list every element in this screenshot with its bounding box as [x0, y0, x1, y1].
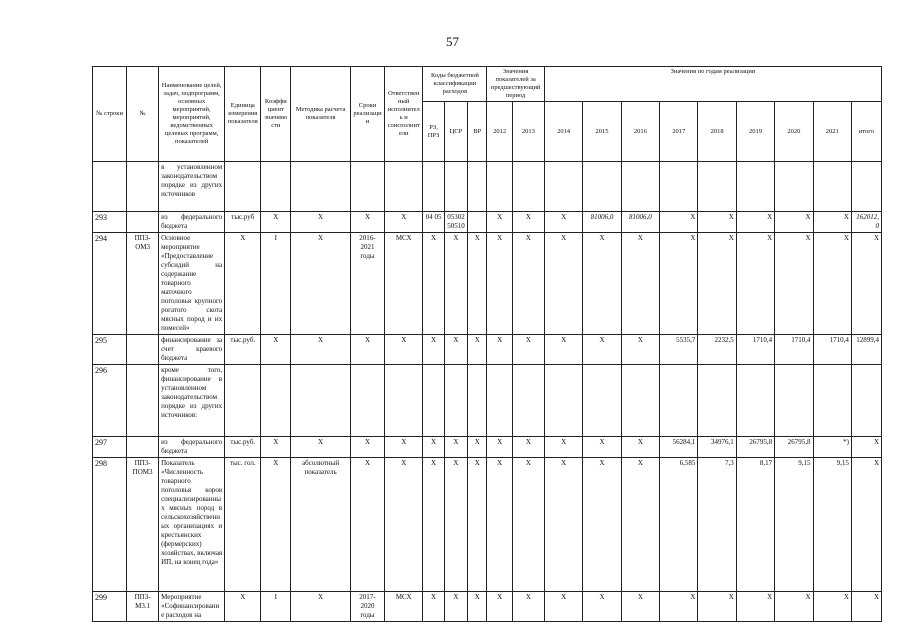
cell-no [127, 335, 159, 365]
cell-row: 297 [93, 437, 127, 458]
cell-csr [444, 162, 467, 212]
cell-y2021: 1710,4 [813, 335, 851, 365]
cell-y2015: 81006,0 [583, 212, 621, 233]
cell-name: из федерального бюджета [159, 437, 225, 458]
cell-resp: X [385, 212, 423, 233]
header-total: итого [851, 102, 881, 162]
cell-y2017: 6,585 [660, 458, 698, 592]
cell-total: X [851, 233, 881, 335]
cell-method: X [291, 212, 351, 233]
cell-no [127, 212, 159, 233]
cell-y2020 [775, 365, 813, 437]
cell-method: X [291, 233, 351, 335]
cell-name: Показатель «Численность товарного поголовья коров специализированных мясных пород в сельскохозяйственных организациях и крестьянских (фермерских) хозяйствах, включая ИП, на конец года» [159, 458, 225, 592]
cell-vr [468, 212, 487, 233]
cell-y2012 [487, 162, 513, 212]
cell-resp: X [385, 335, 423, 365]
cell-row: 295 [93, 335, 127, 365]
cell-total [851, 162, 881, 212]
cell-y2016: X [621, 437, 659, 458]
cell-rz [423, 365, 444, 437]
cell-y2012: X [487, 437, 513, 458]
cell-unit [225, 162, 261, 212]
cell-method: X [291, 437, 351, 458]
header-2012: 2012 [487, 102, 513, 162]
cell-csr: X [444, 233, 467, 335]
cell-rz: X [423, 592, 444, 622]
cell-y2018: 34976,1 [698, 437, 736, 458]
cell-coef: X [261, 437, 291, 458]
table-row [93, 335, 882, 365]
cell-period: X [350, 212, 384, 233]
cell-period: X [350, 335, 384, 365]
cell-y2017: 56284,1 [660, 437, 698, 458]
cell-y2016: X [621, 335, 659, 365]
header-2013: 2013 [512, 102, 544, 162]
cell-y2015: X [583, 233, 621, 335]
cell-y2014: X [544, 437, 582, 458]
cell-y2017 [660, 162, 698, 212]
cell-y2012: X [487, 592, 513, 622]
cell-period: 2017-2020 годы [350, 592, 384, 622]
header-2017: 2017 [660, 102, 698, 162]
cell-unit: тыс. гол. [225, 458, 261, 592]
cell-name: кроме того, финансирование в установленном законодательством порядке из других источников: [159, 365, 225, 437]
cell-y2021 [813, 162, 851, 212]
cell-vr [468, 365, 487, 437]
cell-y2015 [583, 365, 621, 437]
cell-name: из федерального бюджета [159, 212, 225, 233]
cell-coef: X [261, 335, 291, 365]
cell-vr: X [468, 335, 487, 365]
cell-rz [423, 162, 444, 212]
cell-row: 298 [93, 458, 127, 592]
cell-y2017: X [660, 592, 698, 622]
header-by-years: Значения по годам реализации [544, 67, 881, 102]
cell-csr: X [444, 592, 467, 622]
cell-period [350, 365, 384, 437]
cell-vr: X [468, 233, 487, 335]
header-method: Методика расчета показателя [291, 67, 351, 162]
table-row [93, 458, 882, 592]
cell-y2015: X [583, 437, 621, 458]
cell-unit: тыс.руб. [225, 335, 261, 365]
cell-y2013 [512, 162, 544, 212]
cell-resp: МСХ [385, 592, 423, 622]
cell-y2021: *) [813, 437, 851, 458]
header-2020: 2020 [775, 102, 813, 162]
table-body [93, 162, 882, 622]
cell-total: X [851, 592, 881, 622]
cell-rz: X [423, 335, 444, 365]
cell-total: 12899,4 [851, 335, 881, 365]
cell-y2012: X [487, 233, 513, 335]
cell-y2019: 1710,4 [736, 335, 774, 365]
cell-y2019 [736, 162, 774, 212]
cell-no [127, 437, 159, 458]
cell-unit: X [225, 592, 261, 622]
cell-period: 2016-2021 годы [350, 233, 384, 335]
cell-coef: X [261, 458, 291, 592]
cell-resp: X [385, 458, 423, 592]
header-codes: Коды бюджетной классификации расходов [423, 67, 487, 102]
cell-period: X [350, 437, 384, 458]
cell-y2017 [660, 365, 698, 437]
cell-total [851, 365, 881, 437]
header-unit: Единица измерения показателя [225, 67, 261, 162]
header-rz: РЗ, ПРЗ [423, 102, 444, 162]
cell-y2014: X [544, 233, 582, 335]
header-2019: 2019 [736, 102, 774, 162]
cell-unit [225, 365, 261, 437]
cell-y2015: X [583, 335, 621, 365]
cell-resp [385, 365, 423, 437]
cell-row: 299 [93, 592, 127, 622]
cell-unit: тыс.руб. [225, 437, 261, 458]
cell-y2014 [544, 365, 582, 437]
cell-no: ПП3-ОМ3 [127, 233, 159, 335]
cell-y2014: X [544, 458, 582, 592]
cell-vr: X [468, 592, 487, 622]
cell-y2020: X [775, 212, 813, 233]
cell-y2017: X [660, 233, 698, 335]
cell-no [127, 365, 159, 437]
cell-no: ПП3-М3.1 [127, 592, 159, 622]
cell-vr: X [468, 437, 487, 458]
header-2021: 2021 [813, 102, 851, 162]
cell-csr: X [444, 458, 467, 592]
cell-y2019: 8,17 [736, 458, 774, 592]
cell-y2020 [775, 162, 813, 212]
cell-row: 294 [93, 233, 127, 335]
cell-y2020: 26795,8 [775, 437, 813, 458]
table-row [93, 212, 882, 233]
cell-y2013: X [512, 592, 544, 622]
cell-coef: I [261, 592, 291, 622]
cell-y2017: X [660, 212, 698, 233]
cell-y2020: 9,15 [775, 458, 813, 592]
header-row-no: № строки [93, 67, 127, 162]
cell-y2015: X [583, 458, 621, 592]
header-no: № [127, 67, 159, 162]
table-row [93, 233, 882, 335]
cell-y2016 [621, 365, 659, 437]
header-2015: 2015 [583, 102, 621, 162]
cell-y2020: X [775, 592, 813, 622]
cell-method: X [291, 335, 351, 365]
cell-vr: X [468, 458, 487, 592]
cell-total: 162012,0 [851, 212, 881, 233]
cell-name: Основное мероприятие «Предоставление субсидий на содержание товарного маточного поголовья крупного рогатого скота мясных пород и их помесей» [159, 233, 225, 335]
cell-y2016: 81006,0 [621, 212, 659, 233]
table-row [93, 592, 882, 622]
cell-y2013: X [512, 437, 544, 458]
cell-rz: X [423, 458, 444, 592]
table-row [93, 365, 882, 437]
cell-row: 293 [93, 212, 127, 233]
cell-vr [468, 162, 487, 212]
cell-resp: X [385, 437, 423, 458]
cell-y2021: 9,15 [813, 458, 851, 592]
cell-coef: I [261, 233, 291, 335]
header-2014: 2014 [544, 102, 582, 162]
cell-y2018 [698, 365, 736, 437]
cell-csr [444, 365, 467, 437]
cell-y2014: X [544, 592, 582, 622]
cell-y2014 [544, 162, 582, 212]
cell-unit: X [225, 233, 261, 335]
cell-y2020: 1710,4 [775, 335, 813, 365]
cell-method [291, 162, 351, 212]
cell-rz: X [423, 233, 444, 335]
cell-coef: X [261, 212, 291, 233]
cell-period [350, 162, 384, 212]
cell-method [291, 365, 351, 437]
cell-no: ПП3-ПОМ3 [127, 458, 159, 592]
cell-csr: X [444, 437, 467, 458]
header-2016: 2016 [621, 102, 659, 162]
cell-rz: X [423, 437, 444, 458]
cell-y2012: X [487, 458, 513, 592]
cell-y2012: X [487, 212, 513, 233]
cell-y2018: X [698, 233, 736, 335]
cell-y2021: X [813, 233, 851, 335]
header-csr: ЦСР [444, 102, 467, 162]
cell-y2015: X [583, 592, 621, 622]
header-vr: ВР [468, 102, 487, 162]
cell-y2015 [583, 162, 621, 212]
cell-y2020: X [775, 233, 813, 335]
header-name: Наименование целей, задач, подпрограмм, основных мероприятий, мероприятий, ведомственных целевых программ, показателей [159, 67, 225, 162]
cell-y2013: X [512, 335, 544, 365]
cell-y2014: X [544, 212, 582, 233]
cell-y2017: 5535,7 [660, 335, 698, 365]
cell-name: финансирование за счет краевого бюджета [159, 335, 225, 365]
cell-y2019: X [736, 212, 774, 233]
cell-y2013: X [512, 212, 544, 233]
cell-y2016: X [621, 592, 659, 622]
cell-y2013: X [512, 233, 544, 335]
page-number: 57 [446, 34, 459, 49]
cell-coef [261, 162, 291, 212]
cell-row: 296 [93, 365, 127, 437]
cell-y2016: X [621, 233, 659, 335]
cell-y2018 [698, 162, 736, 212]
cell-y2019: 26795,8 [736, 437, 774, 458]
cell-total: X [851, 437, 881, 458]
cell-name: в установленном законодательством порядке из других источников [159, 162, 225, 212]
cell-y2012 [487, 365, 513, 437]
cell-y2019 [736, 365, 774, 437]
table-row [93, 437, 882, 458]
cell-y2012: X [487, 335, 513, 365]
cell-y2021: X [813, 592, 851, 622]
cell-y2019: X [736, 233, 774, 335]
cell-method: абсолютный показатель [291, 458, 351, 592]
cell-y2021 [813, 365, 851, 437]
cell-y2014: X [544, 335, 582, 365]
cell-total: X [851, 458, 881, 592]
cell-y2016 [621, 162, 659, 212]
cell-resp [385, 162, 423, 212]
cell-no [127, 162, 159, 212]
header-period: Сроки реализации [350, 67, 384, 162]
header-resp: Ответственный исполнитель и соисполнители [385, 67, 423, 162]
cell-csr: 05302 50510 [444, 212, 467, 233]
program-indicators-table [92, 66, 882, 622]
cell-y2018: 2232,5 [698, 335, 736, 365]
cell-coef [261, 365, 291, 437]
cell-rz: 04 05 [423, 212, 444, 233]
cell-method: X [291, 592, 351, 622]
cell-unit: тыс.руб [225, 212, 261, 233]
cell-y2018: 7,3 [698, 458, 736, 592]
cell-csr: X [444, 335, 467, 365]
cell-y2013 [512, 365, 544, 437]
cell-y2016: X [621, 458, 659, 592]
table-row [93, 162, 882, 212]
cell-y2021: X [813, 212, 851, 233]
header-2018: 2018 [698, 102, 736, 162]
cell-name: Мероприятие «Софинансирование расходов на [159, 592, 225, 622]
cell-y2013: X [512, 458, 544, 592]
cell-y2018: X [698, 592, 736, 622]
header-prev: Значения показателей за предшествующий период [487, 67, 545, 102]
cell-period: X [350, 458, 384, 592]
cell-row [93, 162, 127, 212]
cell-y2018: X [698, 212, 736, 233]
header-coef: Коэффициент значимости [261, 67, 291, 162]
cell-resp: МСХ [385, 233, 423, 335]
cell-y2019: X [736, 592, 774, 622]
